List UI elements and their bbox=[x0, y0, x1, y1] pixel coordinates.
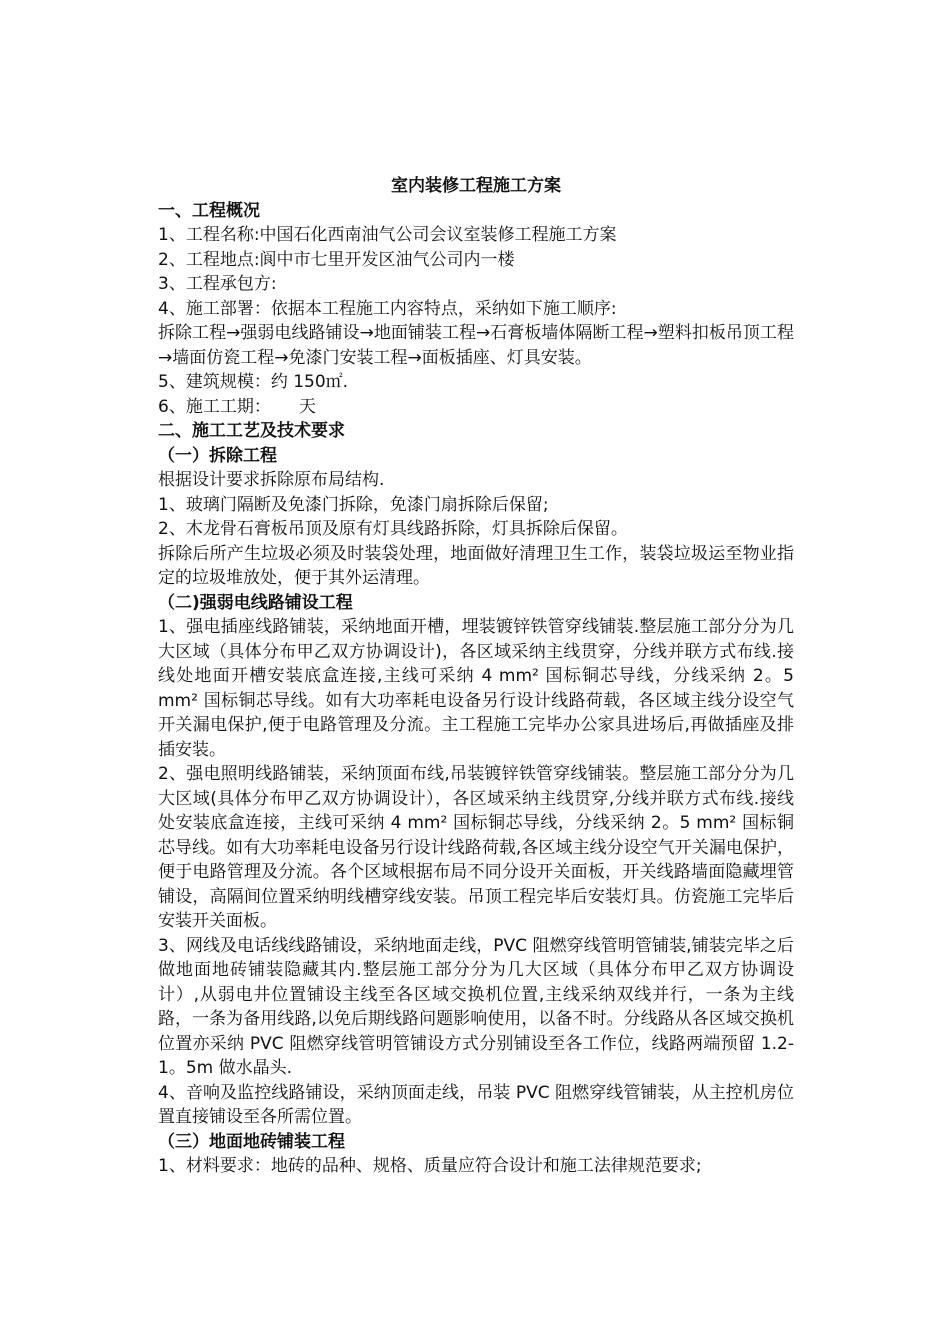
flooring-item-1: 1、材料要求：地砖的品种、规格、质量应符合设计和施工法律规范要求; bbox=[158, 1156, 702, 1176]
project-location-item: 2、工程地点:阆中市七里开发区油气公司内一楼 bbox=[158, 249, 515, 270]
section-heading-technique: 二、施工工艺及技术要求 bbox=[158, 421, 345, 441]
construction-sequence: 拆除工程→强弱电线路铺设→地面铺装工程→石膏板墙体隔断工程→塑料扣板吊顶工程→墙面仿瓷工程→免漆门安装工程→面板插座、灯具安装。 bbox=[158, 323, 794, 368]
contractor-item: 3、工程承包方: bbox=[158, 274, 277, 294]
construction-period-unit: 天 bbox=[298, 396, 316, 417]
wiring-item-2: 2、强电照明线路铺装，采纳顶面布线,吊装镀锌铁管穿线铺装。整层施工部分分为几大区域(具体分布甲乙双方协调设计），各区域采纳主线贯穿,分线并联方式布线.接线处安装底盒连接，主线可采纳 4 mm² 国标铜芯导线，分线采纳 2。5 mm² 国标铜芯导线。如有大功率耗电设备另行设计线路荷载,各区域主线分设空气开关漏电保护，便于电路管理及分流。各个区域根据布局不同分设开关面板，开关线路墙面隐藏埋管铺设，高隔间位置采纳明线槽穿线安装。吊顶工程完毕后安装灯具。仿瓷施工完毕后安装开关面板。 bbox=[158, 764, 794, 931]
wiring-item-1: 1、强电插座线路铺装，采纳地面开槽，埋装镀锌铁管穿线铺装.整层施工部分分为几大区域（具体分布甲乙双方协调设计)，各区域采纳主线贯穿，分线并联方式布线.接线处地面开槽安装底盒连接,主线可采纳 4 mm² 国标铜芯导线，分线采纳 2。5 mm² 国标铜芯导线。如有大功率耗电设备另行设计线路荷载，各区域主线分设空气开关漏电保护,便于电路管理及分流。主工程施工完毕办公家具进场后,再做插座及排插安装。 bbox=[158, 617, 794, 760]
section-heading-overview: 一、工程概况 bbox=[158, 200, 260, 221]
construction-period-item bbox=[158, 395, 794, 420]
wiring-item-3: 3、网线及电话线线路铺设，采纳地面走线，PVC 阻燃穿线管明管铺装,铺装完毕之后做地面地砖铺装隐藏其内.整层施工部分分为几大区域（具体分布甲乙双方协调设计）,从弱电井位置铺设主线至各区域交换机位置,主线采纳双线并行，一条为主线路，一条为备用线路,以免后期线路问题影响使用，以备不时。分线路从各区域交换机位置亦采纳 PVC 阻燃穿线管明管铺设方式分别铺设至各工作位，线路两端预留 1.2-1。5m 做水晶头. bbox=[158, 935, 794, 1078]
deployment-item: 4、施工部署：依据本工程施工内容特点，采纳如下施工顺序: bbox=[158, 298, 617, 319]
document-page bbox=[158, 174, 794, 1179]
subsection-heading-demolition: （一）拆除工程 bbox=[158, 445, 277, 466]
demolition-intro: 根据设计要求拆除原布局结构. bbox=[158, 470, 385, 490]
subsection-heading-flooring: （三）地面地砖铺装工程 bbox=[158, 1131, 345, 1152]
demolition-item-2: 2、木龙骨石膏板吊顶及原有灯具线路拆除，灯具拆除后保留。 bbox=[158, 519, 628, 539]
demolition-note: 拆除后所产生垃圾必须及时装袋处理，地面做好清理卫生工作，装袋垃圾运至物业指定的垃圾堆放处，便于其外运清理。 bbox=[158, 543, 794, 588]
subsection-heading-wiring: （二)强弱电线路铺设工程 bbox=[158, 592, 353, 613]
document-title: 室内装修工程施工方案 bbox=[391, 176, 561, 196]
demolition-item-1: 1、玻璃门隔断及免漆门拆除，免漆门扇拆除后保留; bbox=[158, 494, 549, 515]
wiring-item-4: 4、音响及监控线路铺设，采纳顶面走线，吊装 PVC 阻燃穿线管铺装，从主控机房位置直接铺设至各所需位置。 bbox=[158, 1082, 794, 1127]
building-scale-item: 5、建筑规模：约 150㎡. bbox=[158, 372, 349, 392]
construction-period-label: 6、施工工期： bbox=[158, 396, 271, 417]
project-name-item: 1、工程名称:中国石化西南油气公司会议室装修工程施工方案 bbox=[158, 225, 617, 245]
